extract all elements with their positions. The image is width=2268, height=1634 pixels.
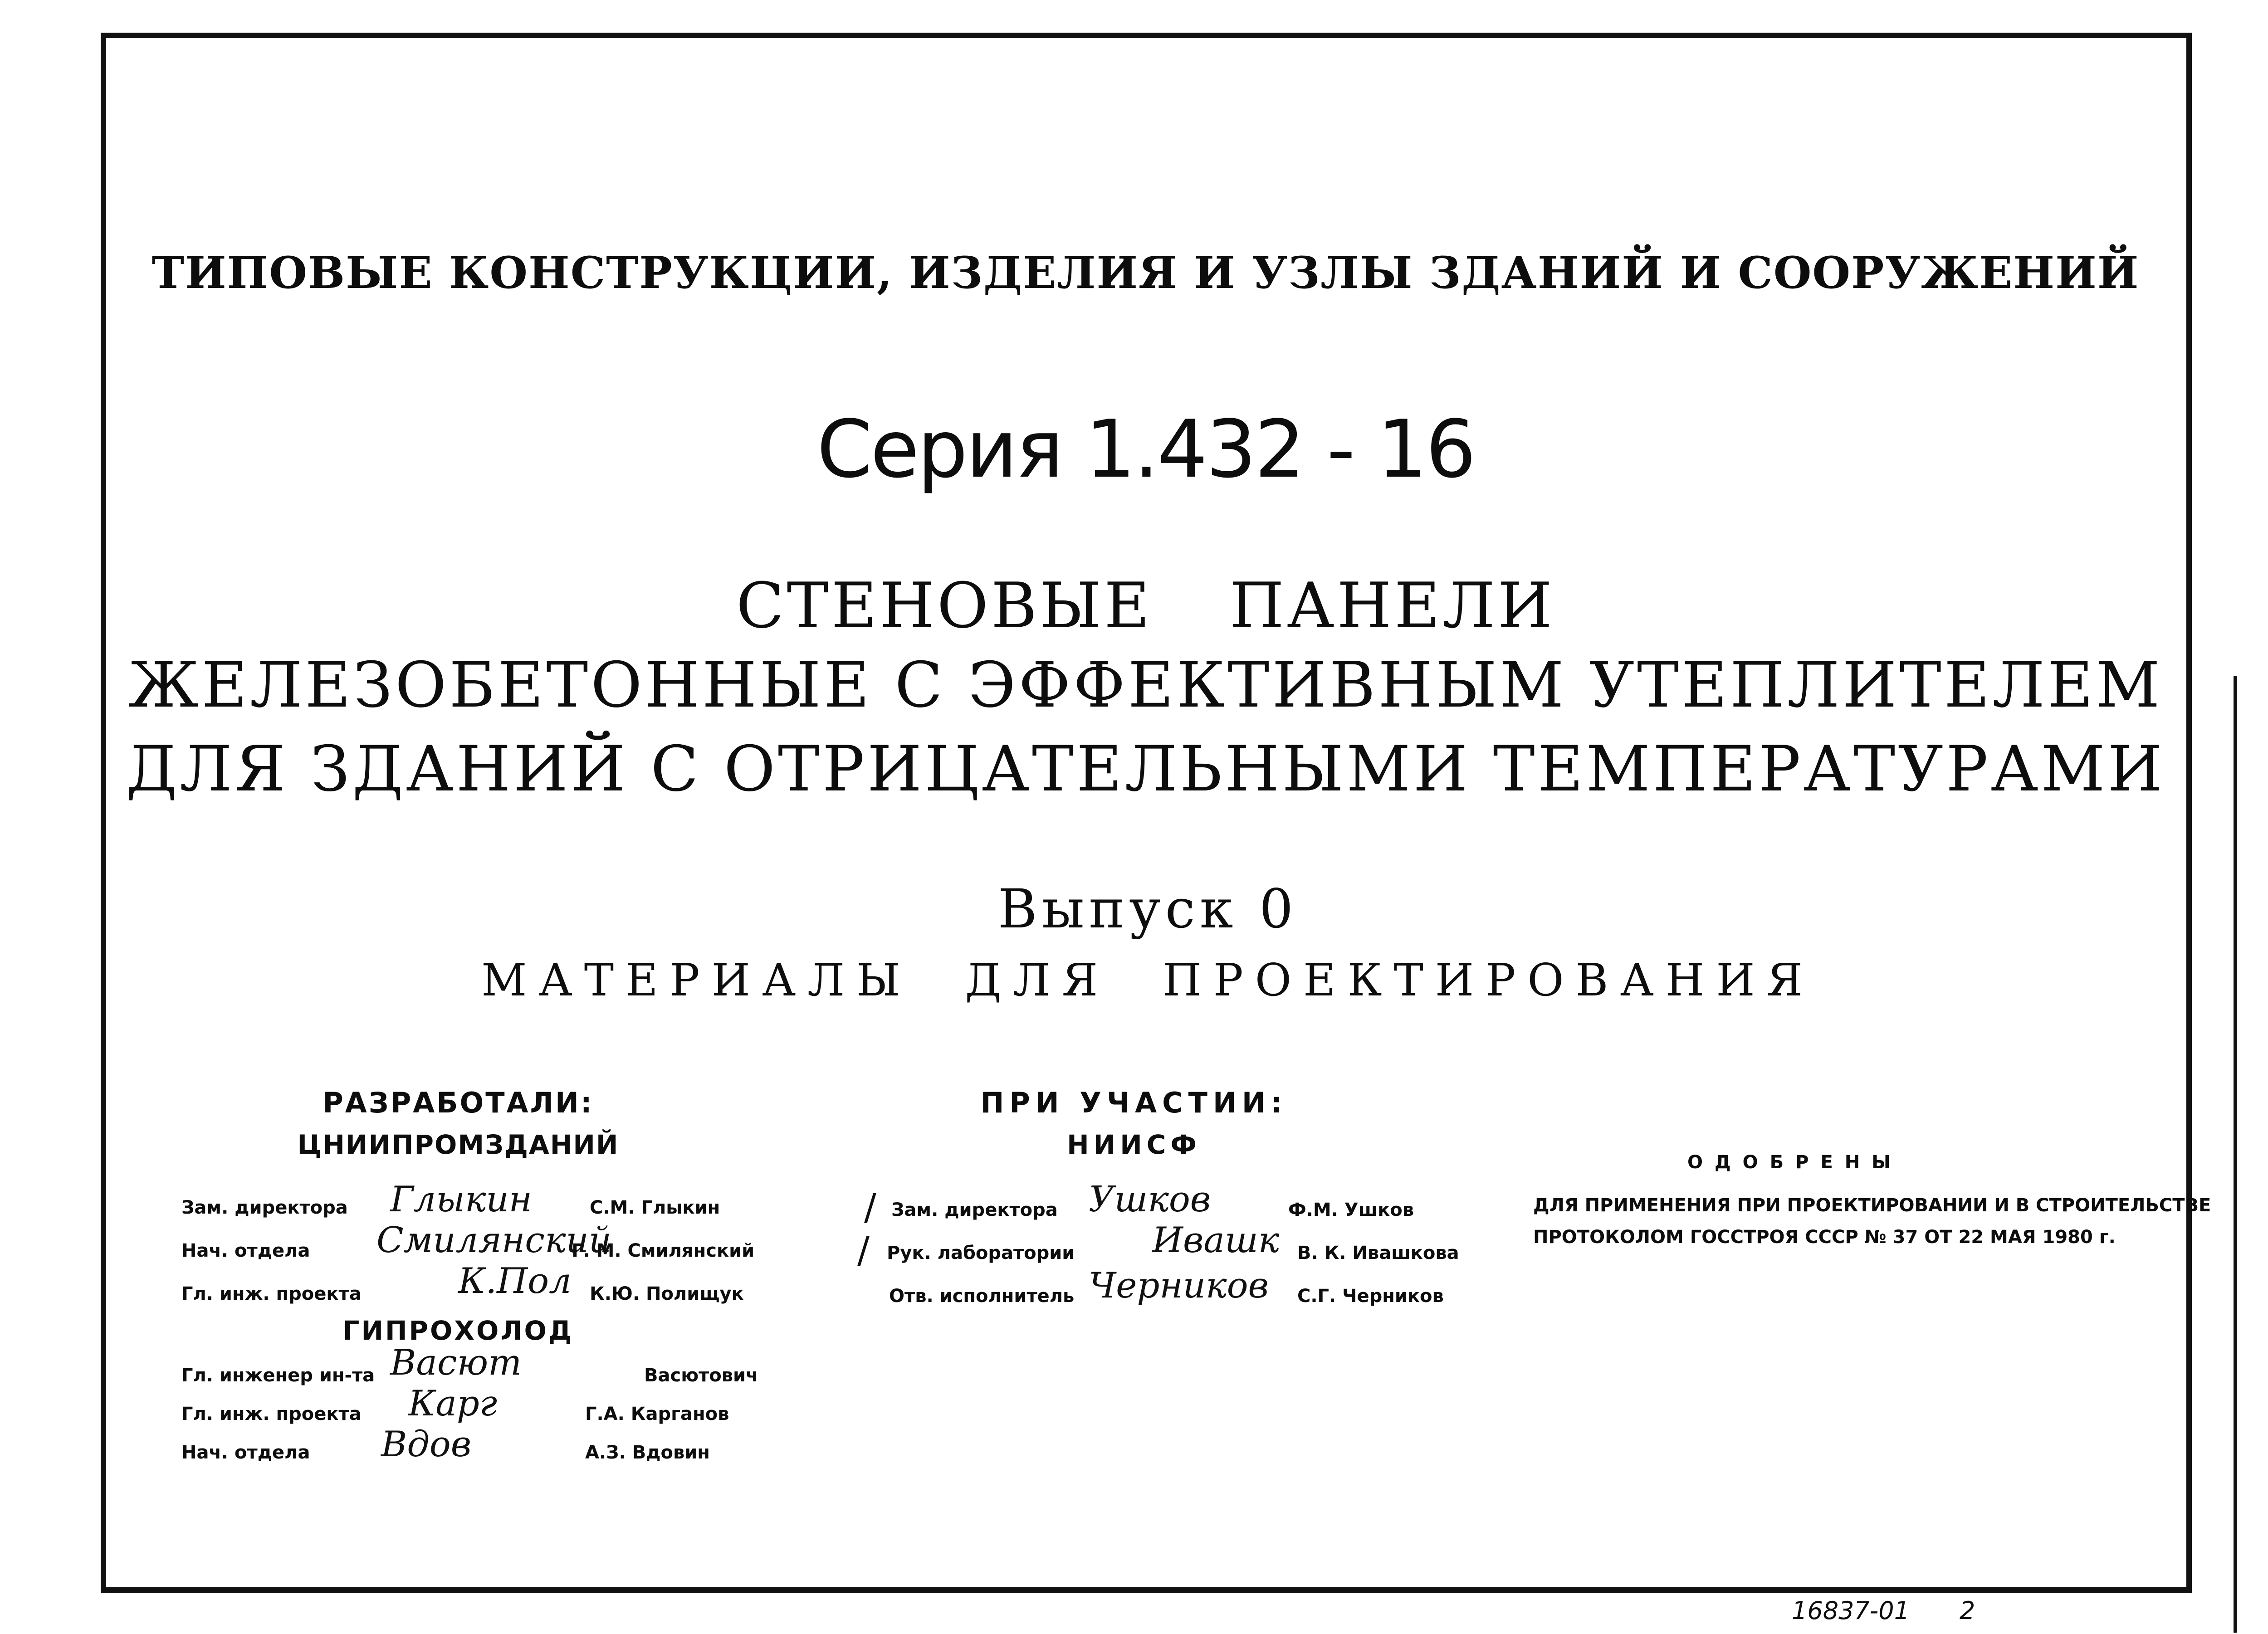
developer-org-2: ГИПРОХОЛОД — [342, 1315, 574, 1346]
handwritten-signature: Смилянский — [376, 1220, 612, 1261]
handwritten-signature: Ивашк — [1152, 1220, 1280, 1261]
staff-name: Ф.М. Ушков — [1288, 1200, 1414, 1220]
handwritten-signature: Карг — [408, 1383, 498, 1424]
approval-line-1: ДЛЯ ПРИМЕНЕНИЯ ПРИ ПРОЕКТИРОВАНИИ И В СТРОИТЕЛЬСТВЕ — [1533, 1195, 2211, 1216]
staff-row — [889, 1286, 1074, 1307]
title-line-2: ЖЕЛЕЗОБЕТОННЫЕ С ЭФФЕКТИВНЫМ УТЕПЛИТЕЛЕМ — [128, 649, 2163, 722]
handwritten-signature: Глыкин — [390, 1179, 533, 1220]
series-number: Серия 1.432 - 16 — [816, 404, 1475, 496]
issue-subtitle: МАТЕРИАЛЫ ДЛЯ ПРОЕКТИРОВАНИЯ — [481, 955, 1814, 1006]
staff-name: С.М. Глыкин — [590, 1197, 720, 1218]
staff-row — [181, 1442, 310, 1463]
staff-name: Г.А. Карганов — [585, 1404, 729, 1424]
slash-mark: / — [857, 1229, 870, 1271]
document-number: 16837-01 — [1792, 1596, 1910, 1625]
slash-mark: / — [864, 1186, 876, 1228]
staff-name-row — [585, 1442, 710, 1463]
staff-name: Г. М. Смилянский — [572, 1240, 755, 1261]
staff-name-row — [590, 1283, 744, 1304]
staff-position: Зам. директора — [181, 1197, 348, 1218]
staff-position: Гл. инж. проекта — [181, 1283, 362, 1304]
staff-position: Отв. исполнитель — [889, 1286, 1075, 1307]
staff-name: В. К. Ивашкова — [1297, 1243, 1459, 1263]
staff-row — [181, 1404, 362, 1424]
staff-position: Нач. отдела — [181, 1240, 310, 1261]
developers-heading: РАЗРАБОТАЛИ: — [323, 1086, 594, 1119]
staff-name: С.Г. Черников — [1297, 1286, 1444, 1307]
sheet-number: 2 — [1960, 1596, 1975, 1625]
staff-name-row — [585, 1404, 729, 1424]
staff-row — [181, 1240, 310, 1261]
staff-position: Нач. отдела — [181, 1442, 310, 1463]
issue-label: Выпуск 0 — [997, 878, 1298, 940]
staff-name-row — [1288, 1200, 1414, 1220]
participant-org: НИИСФ — [1067, 1129, 1201, 1160]
staff-position: Гл. инженер ин-та — [181, 1365, 375, 1386]
title-line-1: СТЕНОВЫЕ ПАНЕЛИ — [736, 569, 1555, 642]
staff-name: Васютович — [644, 1365, 758, 1386]
staff-name-row — [590, 1197, 720, 1218]
staff-name: А.З. Вдовин — [585, 1442, 710, 1463]
handwritten-signature: Васют — [390, 1342, 522, 1383]
staff-name-row — [1297, 1286, 1444, 1307]
participants-heading: ПРИ УЧАСТИИ: — [980, 1086, 1288, 1119]
handwritten-signature: Черников — [1089, 1265, 1269, 1306]
series-heading: ТИПОВЫЕ КОНСТРУКЦИИ, ИЗДЕЛИЯ И УЗЛЫ ЗДАНИЙ И СООРУЖЕНИЙ — [152, 247, 2140, 298]
right-margin-line — [2234, 676, 2237, 1633]
staff-name-row — [572, 1240, 754, 1261]
staff-position: Зам. директора — [891, 1200, 1058, 1220]
staff-position: Гл. инж. проекта — [181, 1404, 362, 1424]
staff-row — [887, 1243, 1075, 1263]
staff-name-row — [644, 1365, 758, 1386]
staff-row — [891, 1200, 1058, 1220]
handwritten-signature: Вдов — [381, 1424, 472, 1465]
handwritten-signature: Ушков — [1089, 1179, 1211, 1220]
title-line-3: ДЛЯ ЗДАНИЙ С ОТРИЦАТЕЛЬНЫМИ ТЕМПЕРАТУРАМИ — [126, 732, 2165, 805]
staff-row — [181, 1197, 348, 1218]
staff-row — [181, 1365, 375, 1386]
staff-row — [181, 1283, 362, 1304]
staff-name: К.Ю. Полищук — [590, 1283, 744, 1304]
staff-name-row — [1297, 1243, 1459, 1263]
staff-position: Рук. лаборатории — [887, 1243, 1075, 1263]
handwritten-signature: К.Пол — [458, 1261, 572, 1302]
developer-org-1: ЦНИИПРОМЗДАНИЙ — [297, 1129, 619, 1160]
approval-line-2: ПРОТОКОЛОМ ГОССТРОЯ СССР № 37 ОТ 22 МАЯ 1980 г. — [1533, 1227, 2116, 1248]
approval-heading: ОДОБРЕНЫ — [1687, 1152, 1902, 1173]
